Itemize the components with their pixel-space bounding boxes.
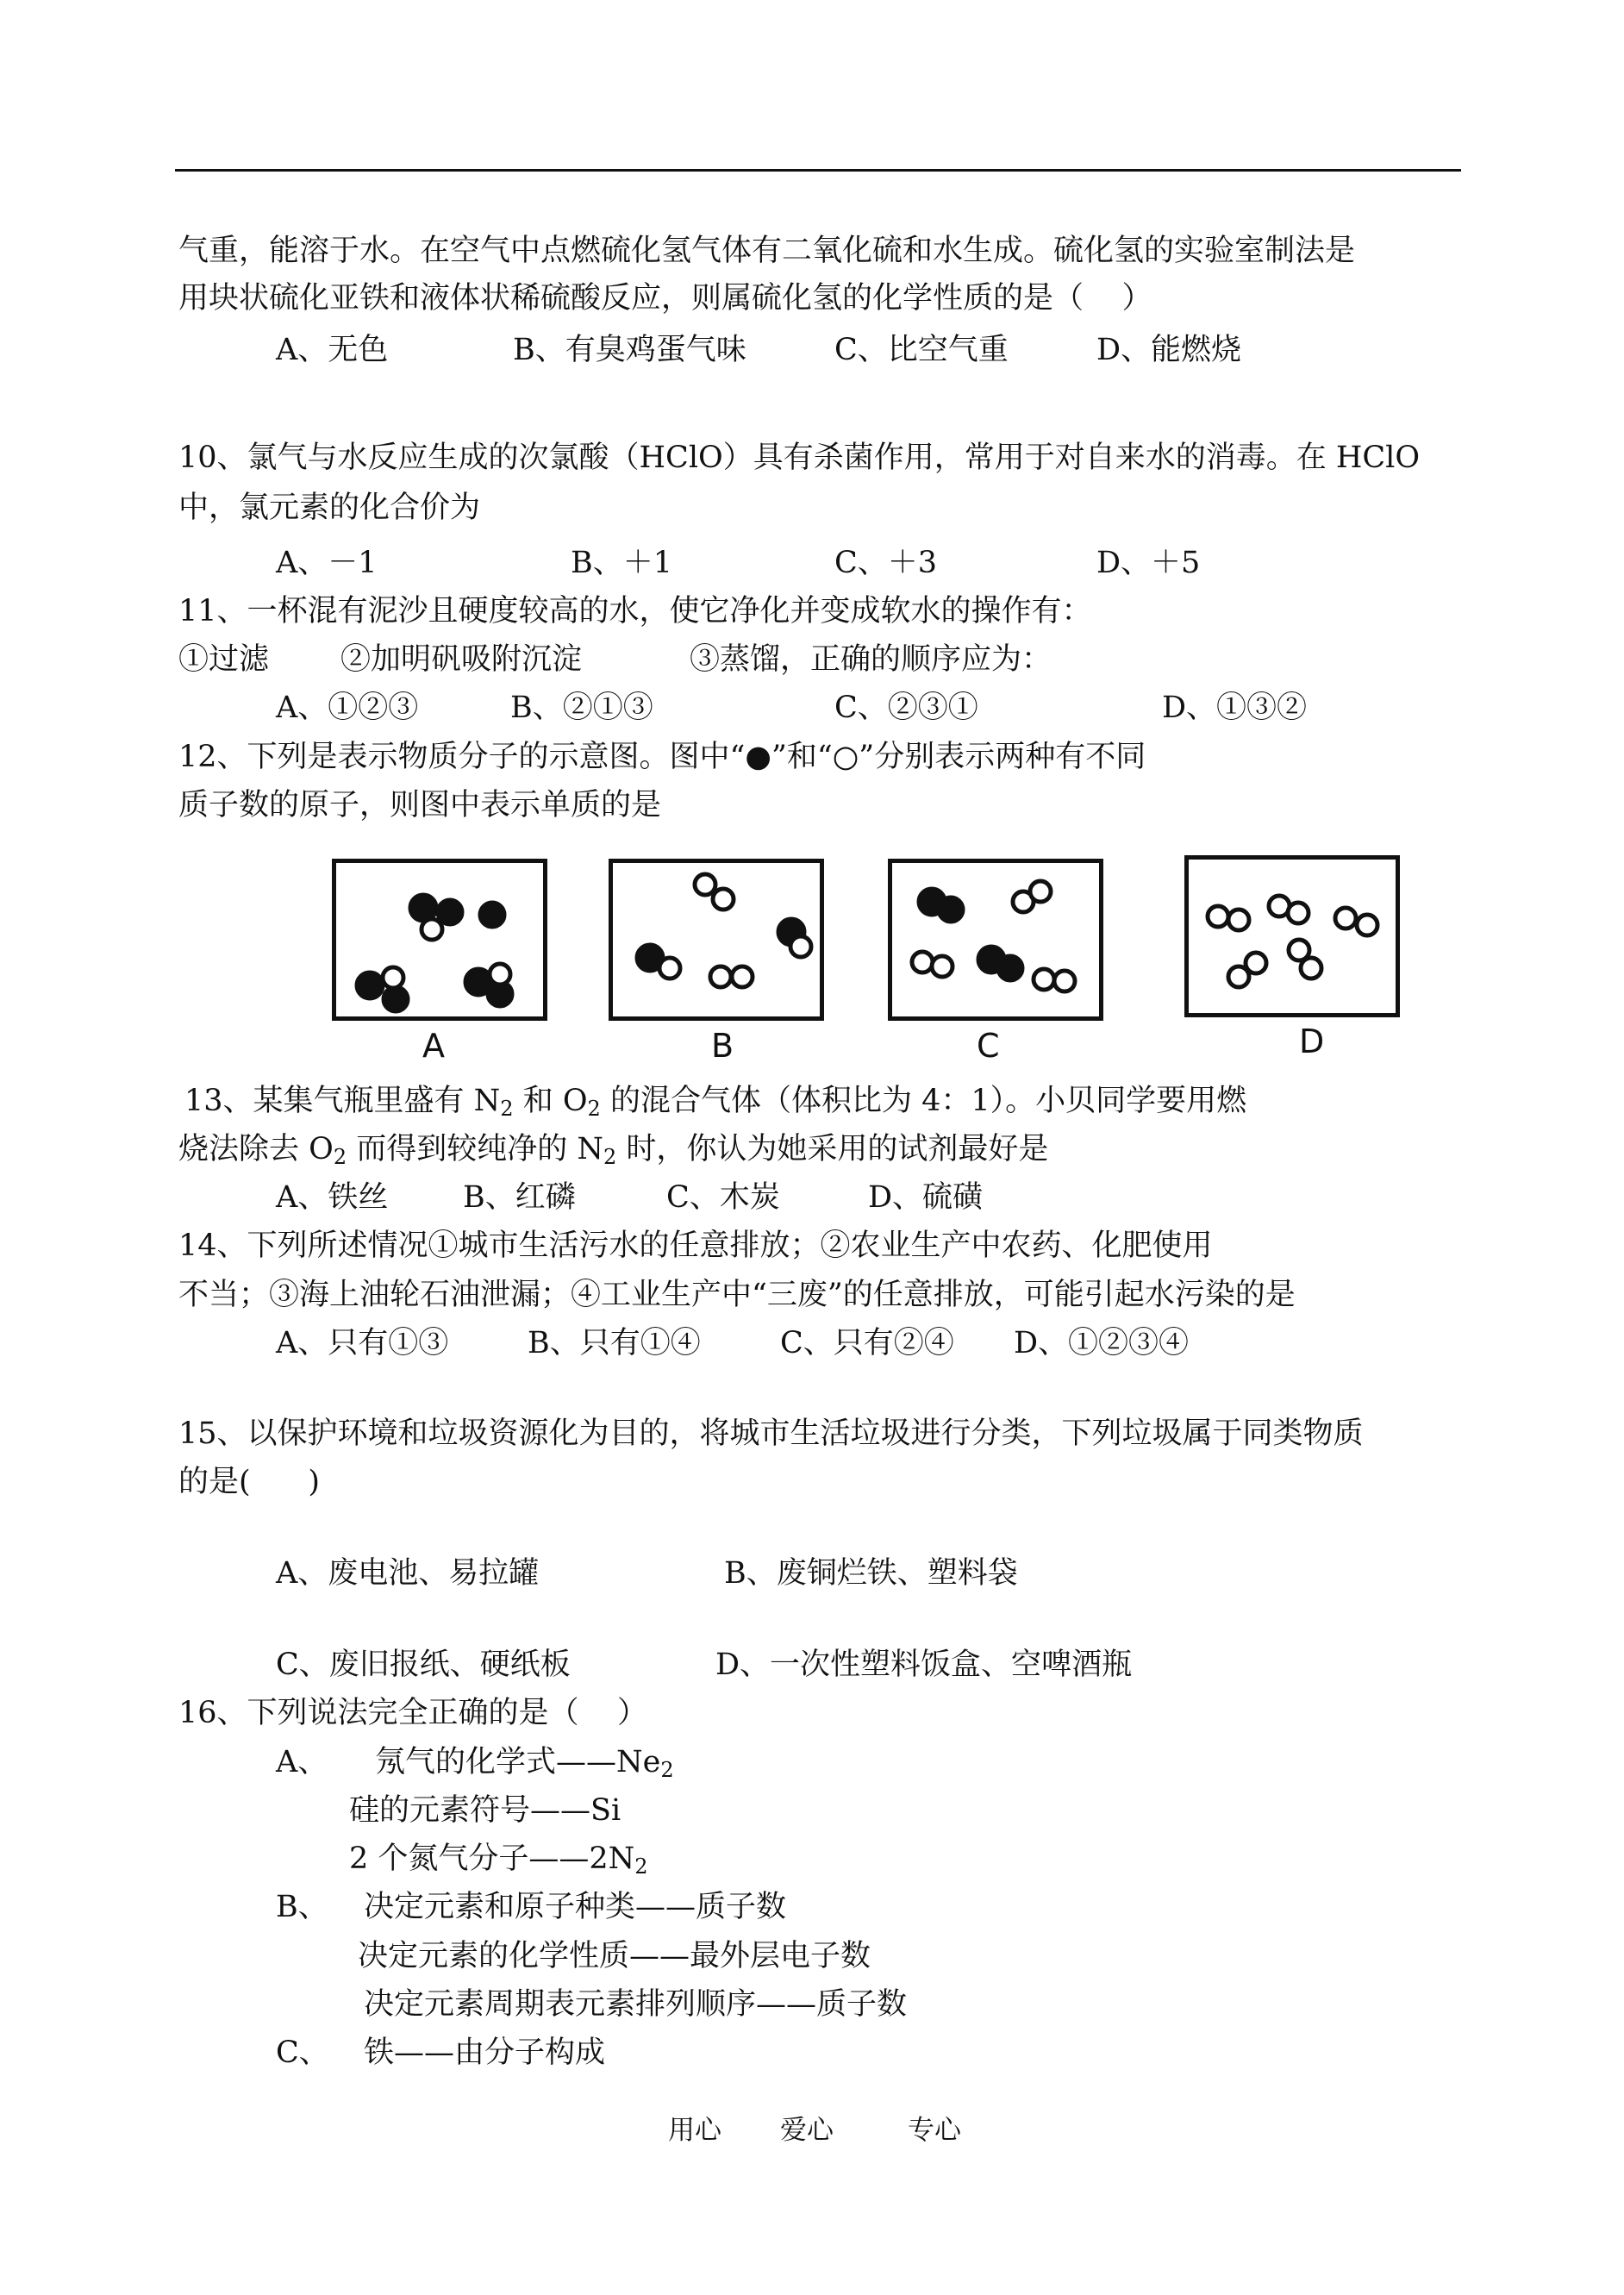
q12-line1: 12、下列是表示物质分子的示意图。图中“●”和“○”分别表示两种有不同 <box>178 740 1146 774</box>
molecule-label-d: D <box>1299 1022 1325 1060</box>
footer-word-2: 爱心 <box>780 2115 834 2146</box>
q9-option-b: B、有臭鸡蛋气味 <box>513 333 746 367</box>
q15-option-c: C、废旧报纸、硬纸板 <box>276 1648 571 1682</box>
molecule-diagram-b <box>613 863 820 1016</box>
q14-option-d: D、①②③④ <box>1014 1326 1190 1360</box>
q13-option-a: A、铁丝 <box>276 1180 389 1215</box>
q11-option-d: D、①③② <box>1162 691 1308 725</box>
q16-a2: 硅的元素符号——Si <box>349 1793 621 1828</box>
molecule-label-c: C <box>977 1027 1000 1065</box>
q10-line2: 中，氯元素的化合价为 <box>178 491 481 525</box>
q13-option-c: C、木炭 <box>666 1180 780 1215</box>
q16-line1: 16、下列说法完全正确的是（ ） <box>178 1696 648 1730</box>
q11-option-c: C、②③① <box>834 691 978 725</box>
q11-step3: ③蒸馏，正确的顺序应为： <box>690 642 1052 677</box>
q15-line2: 的是( ) <box>178 1465 321 1499</box>
q14-option-b: B、只有①④ <box>528 1326 701 1360</box>
q9-line2: 用块状硫化亚铁和液体状稀硫酸反应，则属硫化氢的化学性质的是（ ） <box>178 281 1152 316</box>
q10-line1: 10、氯气与水反应生成的次氯酸（HClO）具有杀菌作用，常用于对自来水的消毒。在 HClO <box>178 441 1421 475</box>
q11-step1: ①过滤 <box>178 642 270 677</box>
q13-line2: 烧法除去 $O_2$ 而得到较纯净的 $N_2$ 时，你认为她采用的试剂最好是 <box>178 1132 1049 1169</box>
q9-line1: 气重，能溶于水。在空气中点燃硫化氢气体有二氧化硫和水生成。硫化氢的实验室制法是 <box>178 234 1356 268</box>
molecule-diagram-a <box>336 863 543 1016</box>
molecule-label-a: A <box>422 1027 445 1065</box>
molecule-diagram-c <box>892 863 1099 1016</box>
q16-c1: 铁——由分子构成 <box>364 2035 606 2070</box>
q15-line1: 15、以保护环境和垃圾资源化为目的，将城市生活垃圾进行分类，下列垃圾属于同类物质 <box>178 1416 1364 1451</box>
q9-option-c: C、比空气重 <box>834 333 1009 367</box>
q15-option-a: A、废电池、易拉罐 <box>276 1556 540 1591</box>
q14-line2: 不当；③海上油轮石油泄漏；④工业生产中“三废”的任意排放，可能引起水污染的是 <box>178 1278 1296 1312</box>
q16-b2: 决定元素的化学性质——最外层电子数 <box>358 1939 871 1973</box>
q16-option-b-label: B、 <box>276 1890 328 1924</box>
q13-option-b: B、红磷 <box>463 1180 576 1215</box>
q16-a1: 氖气的化学式$——Ne_2$ <box>375 1745 674 1782</box>
q9-option-a: A、无色 <box>276 333 389 367</box>
q10-option-d: D、＋5 <box>1096 546 1201 580</box>
q14-option-c: C、只有②④ <box>780 1326 954 1360</box>
header-rule <box>175 169 1461 172</box>
q11-step2: ②加明矾吸附沉淀 <box>340 642 583 677</box>
q14-option-a: A、只有①③ <box>276 1326 449 1360</box>
q16-option-c-label: C、 <box>276 2035 329 2070</box>
molecule-label-b: B <box>711 1027 734 1065</box>
molecule-box-c <box>888 859 1103 1021</box>
q16-a3: 2 个氮气分子$——2N_2$ <box>349 1842 648 1879</box>
q10-option-a: A、－1 <box>276 546 378 580</box>
molecule-diagram-d <box>1189 860 1396 1013</box>
q13-option-d: D、硫磺 <box>868 1180 984 1215</box>
molecule-box-b <box>609 859 824 1021</box>
q11-option-a: A、①②③ <box>276 691 419 725</box>
q12-line2: 质子数的原子，则图中表示单质的是 <box>178 788 662 822</box>
molecule-box-a <box>332 859 547 1021</box>
q15-option-b: B、废铜烂铁、塑料袋 <box>724 1556 1018 1591</box>
footer-word-3: 专心 <box>908 2115 961 2146</box>
q10-option-c: C、＋3 <box>834 546 938 580</box>
q13-line1: 13、某集气瓶里盛有 $N_2$ 和 $O_2$ 的混合气体（体积比为 4：1）。小贝同学要用燃 <box>184 1084 1247 1121</box>
molecule-box-d <box>1184 855 1400 1017</box>
q9-option-d: D、能燃烧 <box>1096 333 1242 367</box>
q16-option-a-label: A、 <box>276 1745 328 1779</box>
q16-b3: 决定元素周期表元素排列顺序——质子数 <box>364 1987 908 2022</box>
q16-b1: 决定元素和原子种类——质子数 <box>364 1890 787 1924</box>
q11-line1: 11、一杯混有泥沙且硬度较高的水，使它净化并变成软水的操作有： <box>178 594 1092 628</box>
q14-line1: 14、下列所述情况①城市生活污水的任意排放；②农业生产中农药、化肥使用 <box>178 1229 1213 1263</box>
q10-option-b: B、＋1 <box>571 546 672 580</box>
q15-option-d: D、一次性塑料饭盒、空啤酒瓶 <box>715 1648 1133 1682</box>
footer-word-1: 用心 <box>668 2115 721 2146</box>
q11-option-b: B、②①③ <box>510 691 653 725</box>
